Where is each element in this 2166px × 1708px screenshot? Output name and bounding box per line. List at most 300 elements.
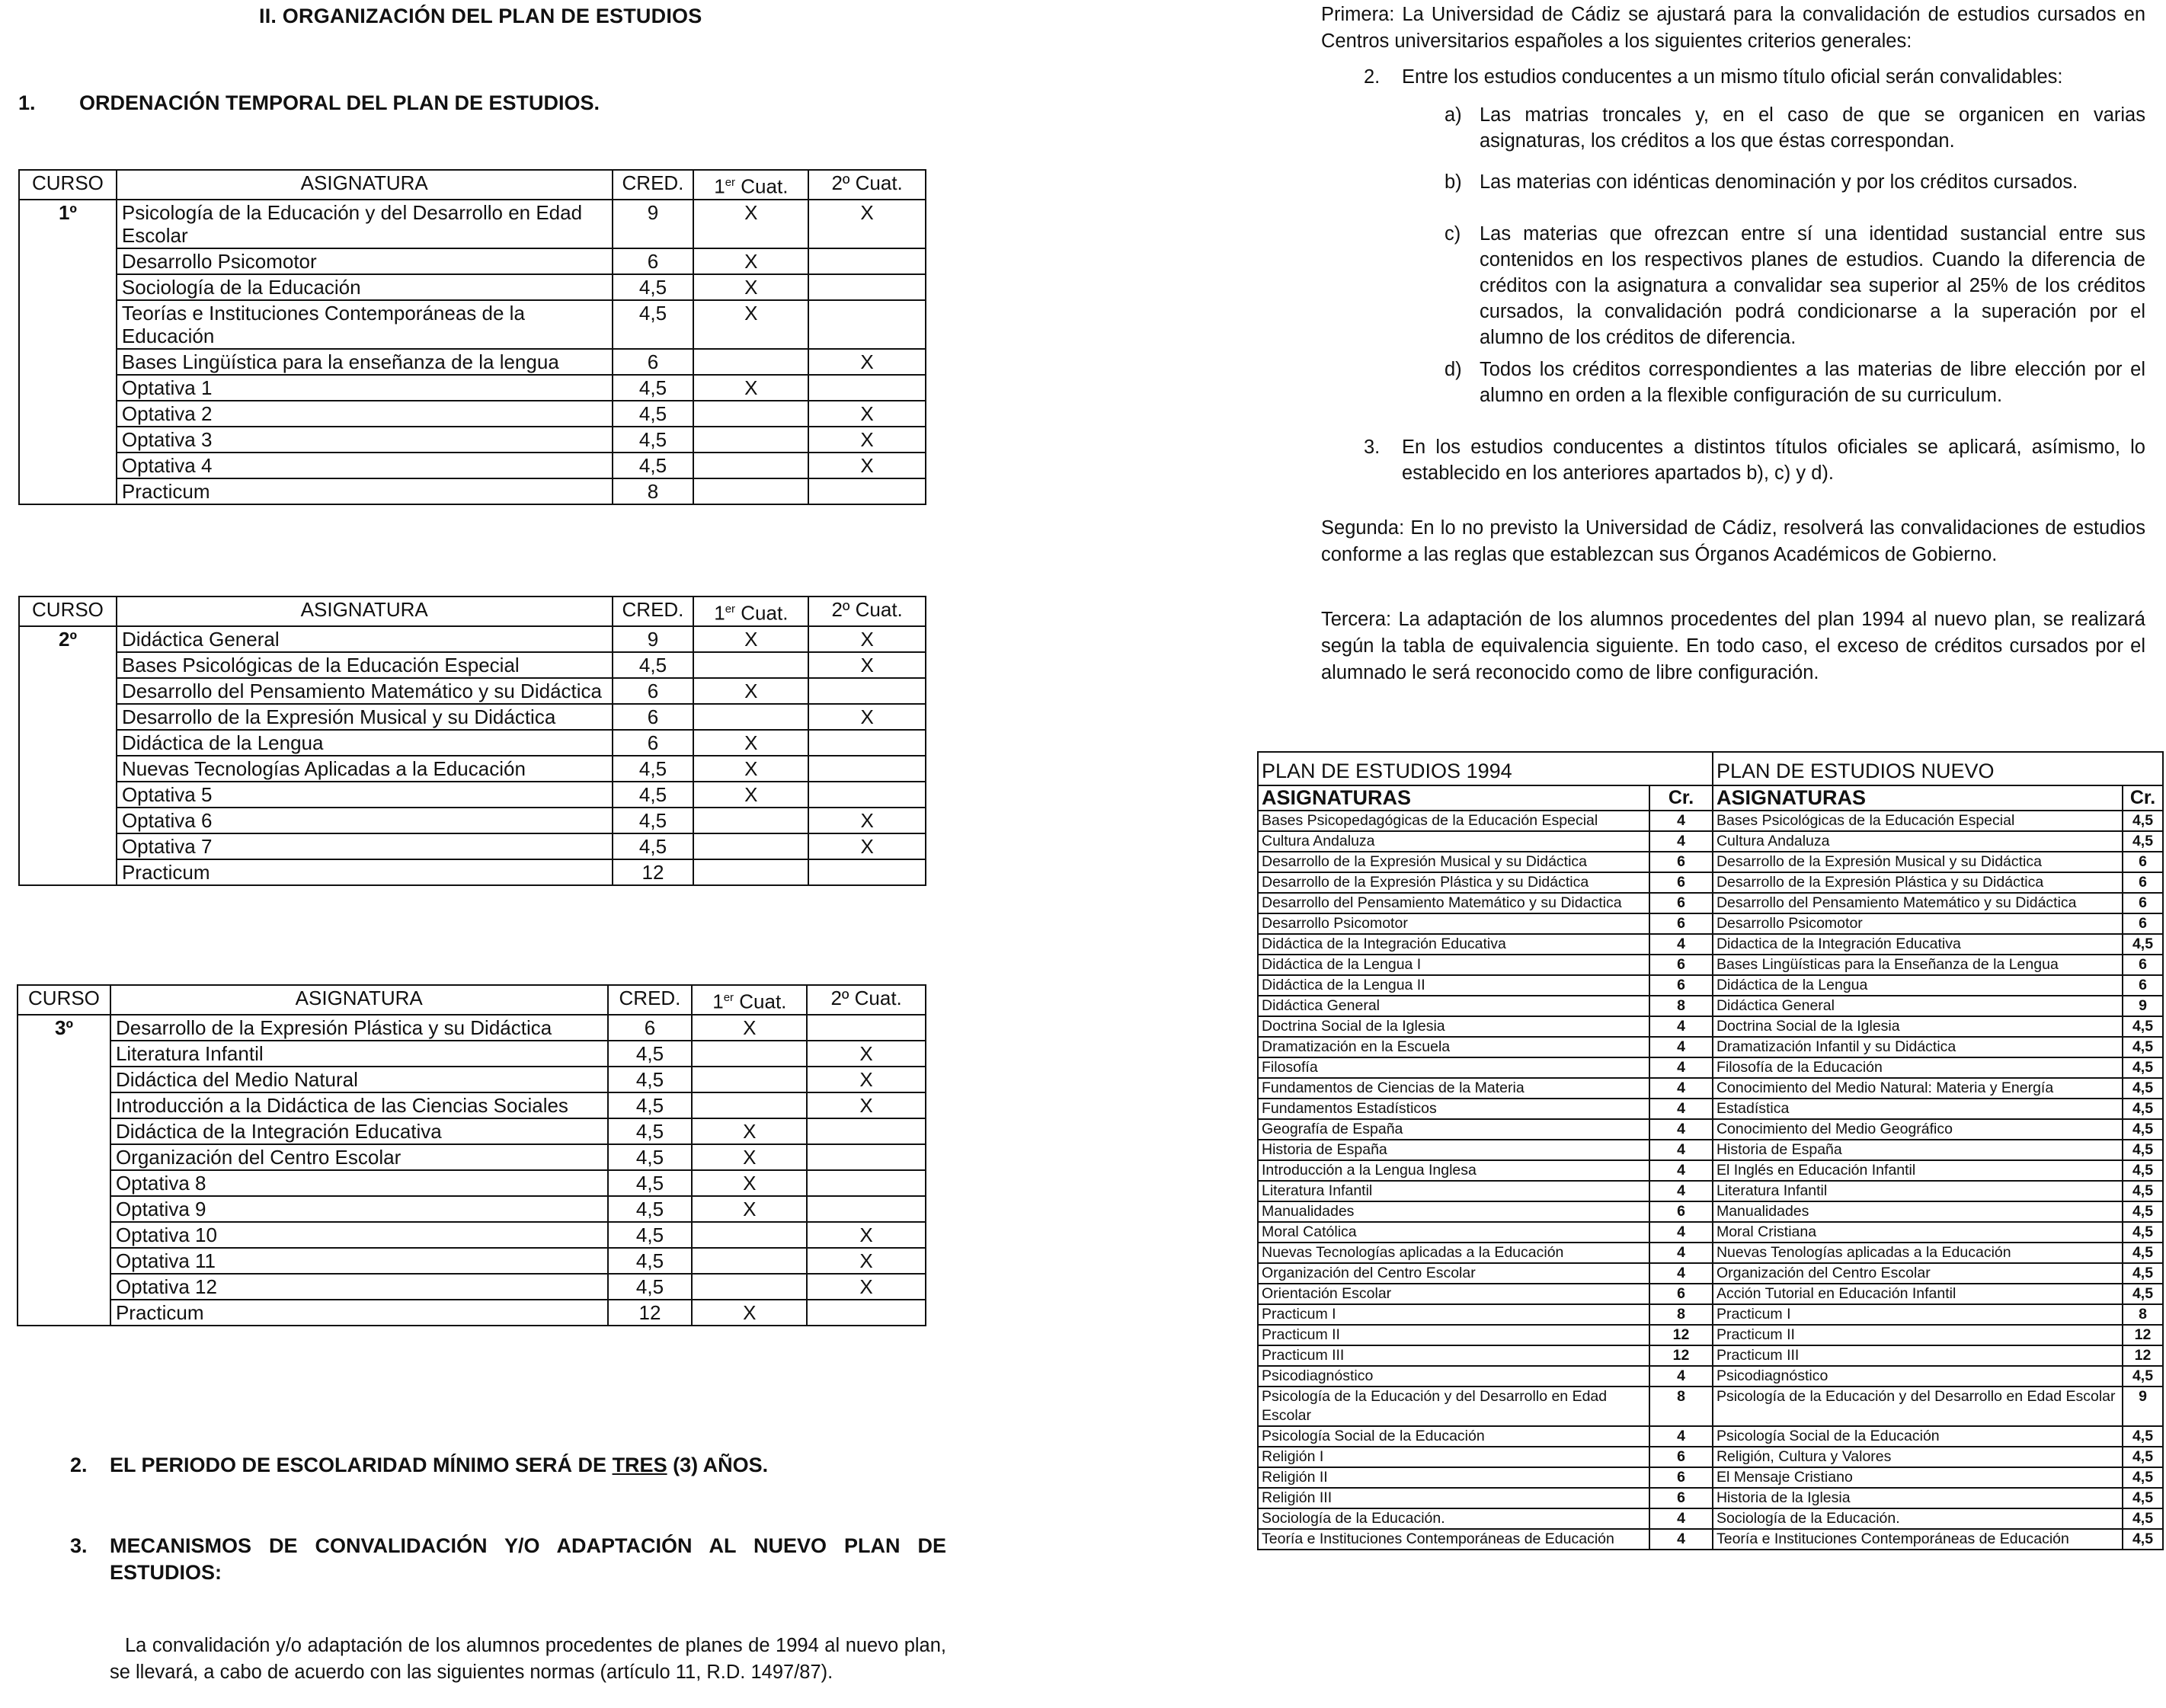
item-2-label: 2.	[1364, 66, 1381, 88]
new-subject: Historia de España	[1713, 1140, 2123, 1160]
first-term-mark: X	[693, 756, 808, 782]
col-asignatura: ASIGNATURA	[117, 170, 613, 200]
section-2-text-after: (3) AÑOS.	[667, 1454, 769, 1476]
new-credits: 4,5	[2123, 1366, 2163, 1387]
old-subject: Practicum III	[1258, 1345, 1649, 1366]
section-3-paragraph: La convalidación y/o adaptación de los alumnos procedentes de planes de 1994 al nuevo plan, se llevará, a cabo de acuerdo con las siguientes normas (artículo 11, R.D. 1497/87).	[110, 1635, 946, 1683]
old-subject: Introducción a la Lengua Inglesa	[1258, 1160, 1649, 1181]
subject-credits: 4,5	[613, 427, 694, 453]
second-term-mark	[808, 300, 926, 349]
subject-credits: 4,5	[613, 300, 694, 349]
old-credits: 4	[1649, 934, 1713, 955]
second-term-mark: X	[808, 808, 926, 833]
old-subject: Geografía de España	[1258, 1119, 1649, 1140]
subject-credits: 4,5	[608, 1170, 693, 1196]
section-3-number: 3.	[70, 1534, 88, 1557]
subject-name: Optativa 7	[117, 833, 613, 859]
subject-row	[19, 349, 926, 375]
old-credits: 4	[1649, 1037, 1713, 1057]
equivalence-row	[1258, 913, 2163, 934]
subject-row	[19, 274, 926, 300]
subject-row	[18, 1118, 926, 1144]
first-term-mark	[693, 427, 808, 453]
equivalence-row	[1258, 996, 2163, 1016]
old-subject: Organización del Centro Escolar	[1258, 1263, 1649, 1284]
new-credits: 12	[2123, 1325, 2163, 1345]
old-credits: 6	[1649, 1447, 1713, 1467]
equivalence-row	[1258, 852, 2163, 872]
second-term-mark	[808, 248, 926, 274]
new-credits: 4,5	[2123, 1426, 2163, 1447]
subject-name: Didáctica General	[117, 626, 613, 652]
subject-credits: 12	[608, 1300, 693, 1326]
subject-credits: 4,5	[608, 1041, 693, 1067]
second-term-mark	[807, 1118, 926, 1144]
subject-name: Desarrollo Psicomotor	[117, 248, 613, 274]
curso-1-table	[18, 169, 926, 505]
primera-paragraph: Primera: La Universidad de Cádiz se ajustará para la convalidación de estudios cursados en Centros universitarios españoles a los siguientes criterios generales:	[1321, 4, 2145, 52]
subject-credits: 4,5	[608, 1144, 693, 1170]
new-credits: 6	[2123, 852, 2163, 872]
new-subject: Organización del Centro Escolar	[1713, 1263, 2123, 1284]
equivalence-table	[1257, 751, 2164, 1550]
col-cuat1-sup: er	[725, 176, 736, 189]
subject-row	[18, 1015, 926, 1041]
new-subject: Desarrollo Psicomotor	[1713, 913, 2123, 934]
subject-credits: 4,5	[608, 1067, 693, 1092]
first-term-mark	[693, 652, 808, 678]
col-cuat1-rest: Cuat.	[735, 174, 789, 198]
equivalence-row	[1258, 1140, 2163, 1160]
criteria-item	[1445, 169, 2145, 195]
new-credits: 12	[2123, 1345, 2163, 1366]
old-credits: 4	[1649, 1243, 1713, 1263]
subject-name: Bases Lingüística para la enseñanza de la lengua	[117, 349, 613, 375]
subject-row	[19, 652, 926, 678]
new-credits: 4,5	[2123, 1037, 2163, 1057]
old-credits: 12	[1649, 1325, 1713, 1345]
old-credits: 4	[1649, 1140, 1713, 1160]
equivalence-row	[1258, 1016, 2163, 1037]
old-subject: Didáctica de la Integración Educativa	[1258, 934, 1649, 955]
second-term-mark: X	[807, 1092, 926, 1118]
subject-row	[18, 1067, 926, 1092]
col-asignaturas-new: ASIGNATURAS	[1713, 785, 2123, 811]
first-term-mark	[692, 1041, 807, 1067]
old-subject: Cultura Andaluza	[1258, 831, 1649, 852]
section-2-text: EL PERIODO DE ESCOLARIDAD MÍNIMO SERÁ DE	[110, 1454, 613, 1476]
new-subject: Religión, Cultura y Valores	[1713, 1447, 2123, 1467]
equivalence-row	[1258, 1222, 2163, 1243]
new-subject: Didactica de la Integración Educativa	[1713, 934, 2123, 955]
curso-table-header	[19, 597, 926, 626]
subject-row	[19, 782, 926, 808]
first-term-mark: X	[692, 1118, 807, 1144]
old-subject: Didáctica de la Lengua I	[1258, 955, 1649, 975]
old-subject: Desarrollo de la Expresión Musical y su Didáctica	[1258, 852, 1649, 872]
subject-row	[19, 401, 926, 427]
subject-name: Desarrollo de la Expresión Musical y su Didáctica	[117, 704, 613, 730]
old-subject: Psicodiagnóstico	[1258, 1366, 1649, 1387]
first-term-mark: X	[693, 375, 808, 401]
subject-credits: 4,5	[608, 1248, 693, 1274]
subject-credits: 4,5	[608, 1274, 693, 1300]
section-1-heading	[18, 91, 600, 115]
subject-row	[18, 1196, 926, 1222]
new-credits: 4,5	[2123, 1057, 2163, 1078]
old-credits: 4	[1649, 1099, 1713, 1119]
subject-name: Optativa 1	[117, 375, 613, 401]
new-credits: 4,5	[2123, 1263, 2163, 1284]
subject-row	[19, 375, 926, 401]
col-cred: CRED.	[613, 170, 694, 200]
subject-row	[19, 808, 926, 833]
old-subject: Fundamentos de Ciencias de la Materia	[1258, 1078, 1649, 1099]
new-subject: Teoría e Instituciones Contemporáneas de Educación	[1713, 1529, 2123, 1550]
second-term-mark	[808, 478, 926, 504]
second-term-mark: X	[807, 1274, 926, 1300]
equivalence-row	[1258, 975, 2163, 996]
old-credits: 6	[1649, 975, 1713, 996]
old-credits: 4	[1649, 1222, 1713, 1243]
second-term-mark: X	[808, 401, 926, 427]
second-term-mark	[807, 1300, 926, 1326]
new-subject: Conocimiento del Medio Natural: Materia y Energía	[1713, 1078, 2123, 1099]
subject-row	[18, 1170, 926, 1196]
subject-name: Optativa 11	[110, 1248, 608, 1274]
first-term-mark: X	[692, 1015, 807, 1041]
plan-header-row	[1258, 752, 2163, 785]
new-subject: Estadística	[1713, 1099, 2123, 1119]
subject-row	[19, 678, 926, 704]
new-credits: 4,5	[2123, 1119, 2163, 1140]
old-subject: Dramatización en la Escuela	[1258, 1037, 1649, 1057]
col-cuat2: 2º Cuat.	[808, 170, 926, 200]
criteria-text: Todos los créditos correspondientes a las materias de libre elección por el alumno en orden a la flexible configuración de su curriculum.	[1480, 359, 2145, 406]
equivalence-row	[1258, 934, 2163, 955]
old-subject: Religión II	[1258, 1467, 1649, 1488]
equivalence-row	[1258, 1119, 2163, 1140]
criteria-label: d)	[1445, 359, 1462, 380]
equivalence-row	[1258, 955, 2163, 975]
subject-row	[18, 1041, 926, 1067]
second-term-mark	[808, 756, 926, 782]
section-2-underlined: TRES	[612, 1454, 667, 1476]
old-credits: 6	[1649, 1467, 1713, 1488]
subject-name: Practicum	[117, 478, 613, 504]
subject-credits: 12	[613, 859, 694, 885]
subject-credits: 9	[613, 626, 694, 652]
col-cuat1-base: 1	[712, 990, 724, 1013]
old-credits: 8	[1649, 1304, 1713, 1325]
criteria-label: a)	[1445, 104, 1462, 126]
subject-row	[19, 704, 926, 730]
col-cuat1-rest: Cuat.	[734, 990, 787, 1013]
new-subject: Desarrollo del Pensamiento Matemático y su Didáctica	[1713, 893, 2123, 913]
old-credits: 12	[1649, 1345, 1713, 1366]
new-credits: 8	[2123, 1304, 2163, 1325]
subject-row	[18, 1300, 926, 1326]
subject-name: Teorías e Instituciones Contemporáneas de la Educación	[117, 300, 613, 349]
curso-label: 1º	[19, 200, 117, 504]
section-1-title: ORDENACIÓN TEMPORAL DEL PLAN DE ESTUDIOS.	[79, 91, 600, 114]
curso-table-header	[18, 985, 926, 1015]
tercera-paragraph: Tercera: La adaptación de los alumnos procedentes del plan 1994 al nuevo plan, se realizará según la tabla de equivalencia siguiente. En todo caso, el exceso de créditos cursados por el alumnado le será reconocido como de libre configuración.	[1321, 609, 2145, 683]
item-3-label: 3.	[1364, 437, 1381, 458]
subject-row	[19, 427, 926, 453]
col-asignatura: ASIGNATURA	[110, 985, 608, 1015]
subject-name: Desarrollo de la Expresión Plástica y su Didáctica	[110, 1015, 608, 1041]
item-2	[1364, 64, 2145, 90]
old-credits: 4	[1649, 1426, 1713, 1447]
second-term-mark: X	[808, 453, 926, 478]
new-subject: El Mensaje Cristiano	[1713, 1467, 2123, 1488]
new-credits: 4,5	[2123, 1099, 2163, 1119]
subject-row	[19, 453, 926, 478]
second-term-mark	[808, 859, 926, 885]
equivalence-row	[1258, 1284, 2163, 1304]
new-subject: Conocimiento del Medio Geográfico	[1713, 1119, 2123, 1140]
old-subject: Doctrina Social de la Iglesia	[1258, 1016, 1649, 1037]
old-subject: Filosofía	[1258, 1057, 1649, 1078]
col-curso: CURSO	[19, 170, 117, 200]
second-term-mark	[807, 1170, 926, 1196]
subject-row	[18, 1144, 926, 1170]
new-credits: 4,5	[2123, 1284, 2163, 1304]
old-credits: 8	[1649, 996, 1713, 1016]
subject-credits: 4,5	[613, 652, 694, 678]
subject-name: Didáctica del Medio Natural	[110, 1067, 608, 1092]
subject-credits: 6	[613, 678, 694, 704]
new-subject: Practicum I	[1713, 1304, 2123, 1325]
subject-credits: 9	[613, 200, 694, 248]
old-subject: Teoría e Instituciones Contemporáneas de Educación	[1258, 1529, 1649, 1550]
first-term-mark: X	[693, 678, 808, 704]
old-credits: 4	[1649, 1529, 1713, 1550]
col-asignaturas-old: ASIGNATURAS	[1258, 785, 1649, 811]
second-term-mark	[807, 1196, 926, 1222]
new-subject: Practicum III	[1713, 1345, 2123, 1366]
new-credits: 6	[2123, 975, 2163, 996]
old-subject: Desarrollo Psicomotor	[1258, 913, 1649, 934]
new-credits: 4,5	[2123, 1078, 2163, 1099]
equivalence-row	[1258, 1243, 2163, 1263]
subject-row	[19, 478, 926, 504]
old-credits: 4	[1649, 1016, 1713, 1037]
new-credits: 4,5	[2123, 811, 2163, 831]
old-credits: 6	[1649, 872, 1713, 893]
second-term-mark	[807, 1015, 926, 1041]
subject-name: Optativa 9	[110, 1196, 608, 1222]
col-cuat1	[693, 170, 808, 200]
equivalence-row	[1258, 1037, 2163, 1057]
old-subject: Desarrollo de la Expresión Plástica y su Didáctica	[1258, 872, 1649, 893]
first-term-mark: X	[693, 782, 808, 808]
new-credits: 9	[2123, 1387, 2163, 1426]
criteria-item	[1445, 221, 2145, 350]
col-cuat1-base: 1	[714, 174, 725, 198]
col-cr-new: Cr.	[2123, 785, 2163, 811]
first-term-mark: X	[692, 1300, 807, 1326]
second-term-mark	[808, 274, 926, 300]
plan-1994-label: PLAN DE ESTUDIOS 1994	[1258, 752, 1713, 785]
subject-name: Literatura Infantil	[110, 1041, 608, 1067]
old-credits: 6	[1649, 1201, 1713, 1222]
first-term-mark	[692, 1222, 807, 1248]
criteria-item	[1445, 357, 2145, 408]
section-1-number: 1.	[18, 91, 36, 114]
first-term-mark	[692, 1092, 807, 1118]
old-subject: Historia de España	[1258, 1140, 1649, 1160]
subject-credits: 4,5	[613, 274, 694, 300]
segunda-paragraph: Segunda: En lo no previsto la Universidad de Cádiz, resolverá las convalidaciones de estudios conforme a las reglas que establezcan sus Órganos Académicos de Gobierno.	[1321, 517, 2145, 565]
subject-credits: 4,5	[608, 1196, 693, 1222]
second-term-mark: X	[808, 626, 926, 652]
item-3-text: En los estudios conducentes a distintos títulos oficiales se aplicará, asímismo, lo establecido en los anteriores apartados b), c) y d).	[1402, 437, 2145, 484]
subject-name: Didáctica de la Lengua	[117, 730, 613, 756]
subject-credits: 4,5	[613, 808, 694, 833]
first-term-mark	[692, 1274, 807, 1300]
new-credits: 6	[2123, 913, 2163, 934]
subject-row	[19, 730, 926, 756]
col-cuat1-sup: er	[723, 991, 734, 1004]
subject-name: Introducción a la Didáctica de las Ciencias Sociales	[110, 1092, 608, 1118]
subject-name: Didáctica de la Integración Educativa	[110, 1118, 608, 1144]
subject-name: Optativa 5	[117, 782, 613, 808]
plan-nuevo-label: PLAN DE ESTUDIOS NUEVO	[1713, 752, 2163, 785]
subject-credits: 4,5	[608, 1222, 693, 1248]
new-credits: 4,5	[2123, 1243, 2163, 1263]
new-subject: El Inglés en Educación Infantil	[1713, 1160, 2123, 1181]
second-term-mark: X	[808, 427, 926, 453]
subject-row	[18, 1248, 926, 1274]
second-term-mark: X	[807, 1041, 926, 1067]
new-credits: 4,5	[2123, 1467, 2163, 1488]
first-term-mark: X	[693, 730, 808, 756]
criteria-text: Las materias con idénticas denominación y por los créditos cursados.	[1480, 171, 2078, 193]
new-credits: 4,5	[2123, 1222, 2163, 1243]
new-subject: Sociología de la Educación.	[1713, 1508, 2123, 1529]
equivalence-row	[1258, 1345, 2163, 1366]
old-credits: 4	[1649, 1366, 1713, 1387]
new-credits: 4,5	[2123, 1201, 2163, 1222]
old-subject: Practicum II	[1258, 1325, 1649, 1345]
first-term-mark	[693, 453, 808, 478]
criteria-text: Las matrias troncales y, en el caso de que se organicen en varias asignaturas, los créditos a los que éstas correspondan.	[1480, 104, 2145, 152]
new-subject: Didáctica General	[1713, 996, 2123, 1016]
first-term-mark	[693, 704, 808, 730]
criteria-item	[1445, 102, 2145, 154]
first-term-mark	[693, 478, 808, 504]
subject-credits: 6	[608, 1015, 693, 1041]
subject-name: Practicum	[110, 1300, 608, 1326]
equivalence-row	[1258, 831, 2163, 852]
subject-row	[19, 200, 926, 248]
old-credits: 6	[1649, 913, 1713, 934]
subject-credits: 6	[613, 704, 694, 730]
subject-row	[19, 248, 926, 274]
subject-row	[18, 1222, 926, 1248]
old-credits: 4	[1649, 1057, 1713, 1078]
first-term-mark	[693, 808, 808, 833]
new-credits: 4,5	[2123, 934, 2163, 955]
subject-name: Optativa 10	[110, 1222, 608, 1248]
first-term-mark	[693, 859, 808, 885]
old-subject: Sociología de la Educación.	[1258, 1508, 1649, 1529]
first-term-mark: X	[692, 1144, 807, 1170]
second-term-mark: X	[808, 652, 926, 678]
new-subject: Psicología de la Educación y del Desarrollo en Edad Escolar	[1713, 1387, 2123, 1426]
old-credits: 6	[1649, 955, 1713, 975]
first-term-mark: X	[692, 1196, 807, 1222]
second-term-mark: X	[807, 1067, 926, 1092]
equivalence-row	[1258, 1488, 2163, 1508]
subject-name: Optativa 12	[110, 1274, 608, 1300]
old-subject: Psicología de la Educación y del Desarrollo en Edad Escolar	[1258, 1387, 1649, 1426]
col-cred: CRED.	[608, 985, 693, 1015]
new-credits: 9	[2123, 996, 2163, 1016]
subject-credits: 4,5	[608, 1092, 693, 1118]
curso-table-header	[19, 170, 926, 200]
old-credits: 8	[1649, 1387, 1713, 1426]
equivalence-row	[1258, 1508, 2163, 1529]
old-credits: 4	[1649, 831, 1713, 852]
first-term-mark: X	[693, 626, 808, 652]
new-subject: Didáctica de la Lengua	[1713, 975, 2123, 996]
new-subject: Practicum II	[1713, 1325, 2123, 1345]
new-credits: 4,5	[2123, 831, 2163, 852]
subject-name: Nuevas Tecnologías Aplicadas a la Educación	[117, 756, 613, 782]
new-subject: Doctrina Social de la Iglesia	[1713, 1016, 2123, 1037]
old-credits: 4	[1649, 1119, 1713, 1140]
subject-credits: 6	[613, 730, 694, 756]
equivalence-row	[1258, 1304, 2163, 1325]
col-cuat1-sup: er	[725, 603, 736, 616]
equivalence-row	[1258, 1099, 2163, 1119]
new-subject: Acción Tutorial en Educación Infantil	[1713, 1284, 2123, 1304]
subject-name: Desarrollo del Pensamiento Matemático y su Didáctica	[117, 678, 613, 704]
subject-name: Sociología de la Educación	[117, 274, 613, 300]
old-subject: Moral Católica	[1258, 1222, 1649, 1243]
col-cr-old: Cr.	[1649, 785, 1713, 811]
new-subject: Psicodiagnóstico	[1713, 1366, 2123, 1387]
new-subject: Bases Psicológicas de la Educación Especial	[1713, 811, 2123, 831]
first-term-mark: X	[693, 300, 808, 349]
equivalence-row	[1258, 1387, 2163, 1426]
equivalence-row	[1258, 1057, 2163, 1078]
old-subject: Religión III	[1258, 1488, 1649, 1508]
col-cuat1	[692, 985, 807, 1015]
second-term-mark	[808, 678, 926, 704]
col-cuat1-rest: Cuat.	[735, 601, 789, 625]
old-subject: Orientación Escolar	[1258, 1284, 1649, 1304]
subject-credits: 4,5	[613, 401, 694, 427]
col-asignatura: ASIGNATURA	[117, 597, 613, 626]
old-credits: 4	[1649, 1078, 1713, 1099]
new-subject: Psicología Social de la Educación	[1713, 1426, 2123, 1447]
subject-credits: 6	[613, 248, 694, 274]
old-credits: 4	[1649, 1181, 1713, 1201]
subject-credits: 4,5	[613, 375, 694, 401]
new-credits: 4,5	[2123, 1488, 2163, 1508]
subject-row	[19, 300, 926, 349]
criteria-label: c)	[1445, 223, 1461, 245]
old-subject: Didáctica General	[1258, 996, 1649, 1016]
new-credits: 4,5	[2123, 1160, 2163, 1181]
new-subject: Nuevas Tenologías aplicadas a la Educación	[1713, 1243, 2123, 1263]
subject-credits: 4,5	[613, 756, 694, 782]
subject-row	[19, 756, 926, 782]
